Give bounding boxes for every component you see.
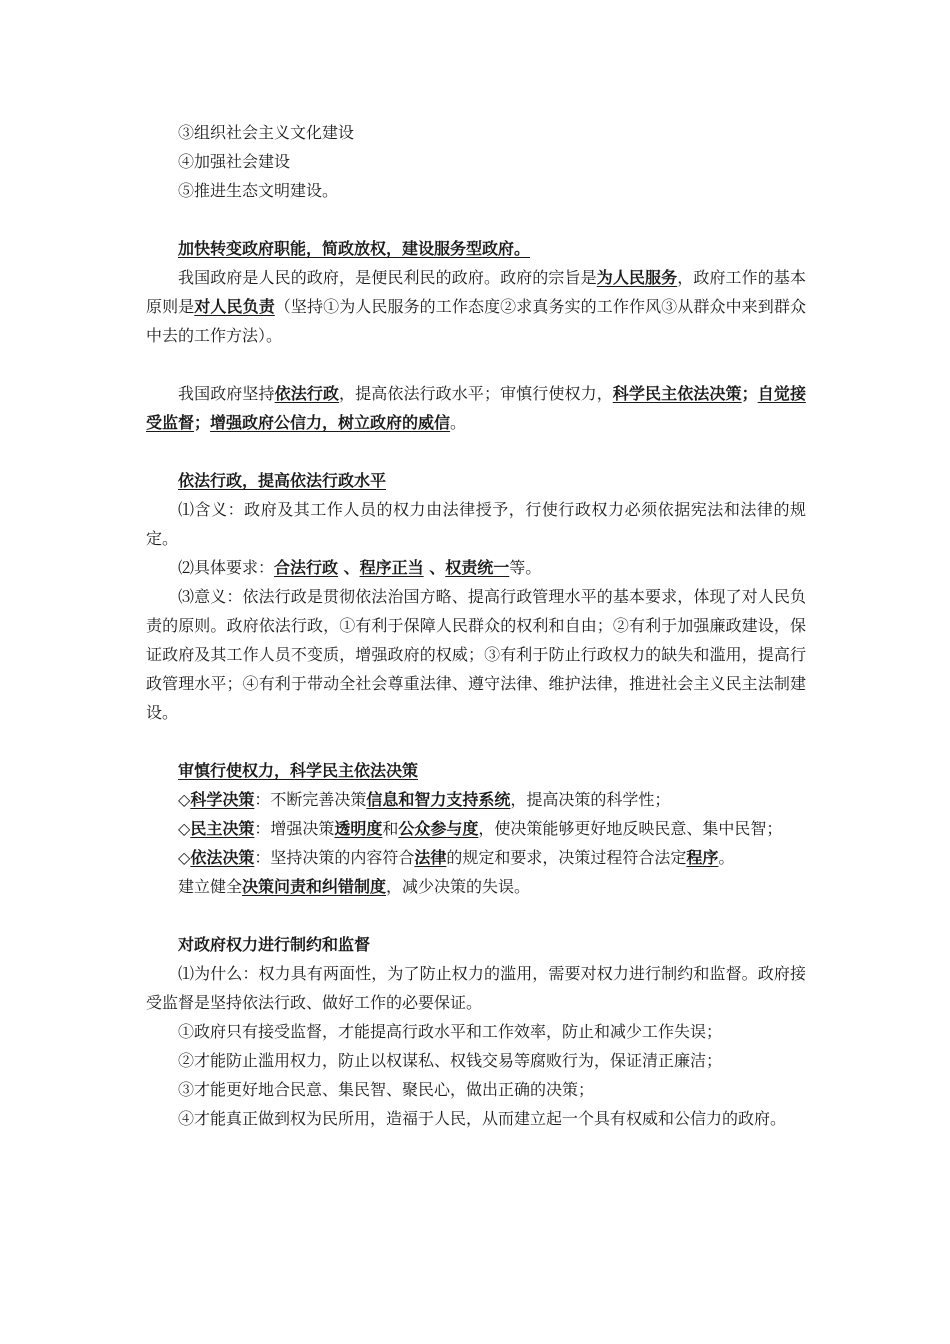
- paragraph: ◇科学决策：不断完善决策信息和智力支持系统，提高决策的科学性；: [178, 790, 671, 809]
- keyword: 决策问责和纠错制度: [242, 877, 387, 896]
- paragraph: 我国政府是人民的政府，是便民利民的政府。政府的宗旨是为人民服务，政府工作的基本原则是对人民负责（坚持①为人民服务的工作态度②求真务实的工作作风③从群众中来到群众中去的工作方法）。: [146, 268, 806, 345]
- keyword: 对人民负责: [194, 297, 275, 316]
- paragraph: ◇民主决策：增强决策透明度和公众参与度，使决策能够更好地反映民意、集中民智；: [178, 819, 783, 838]
- paragraph: ⑵具体要求：合法行政 、程序正当 、权责统一等。: [178, 558, 542, 577]
- paragraph: ⑴为什么：权力具有两面性，为了防止权力的滥用，需要对权力进行制约和监督。政府接受监督是坚持依法行政、做好工作的必要保证。: [146, 964, 806, 1012]
- keyword: 信息和智力支持系统: [366, 790, 511, 809]
- keyword: 科学民主依法决策: [612, 384, 742, 403]
- list-item: ②才能防止滥用权力，防止以权谋私、权钱交易等腐败行为，保证清正廉洁；: [178, 1051, 723, 1070]
- list-item: ④才能真正做到权为民所用，造福于人民，从而建立起一个具有权威和公信力的政府。: [178, 1109, 787, 1128]
- keyword: 权责统一: [445, 558, 510, 577]
- section-heading: 加快转变政府职能，简政放权，建设服务型政府。: [178, 239, 531, 258]
- list-item: ③才能更好地合民意、集民智、聚民心，做出正确的决策；: [178, 1080, 595, 1099]
- keyword: 程序正当: [359, 558, 424, 577]
- list-item: ⑤推进生态文明建设。: [178, 181, 339, 200]
- keyword: 透明度: [334, 819, 383, 838]
- paragraph: ◇依法决策：坚持决策的内容符合法律的规定和要求，决策过程符合法定程序。: [178, 848, 735, 867]
- paragraph: 我国政府坚持依法行政，提高依法行政水平；审慎行使权力，科学民主依法决策；自觉接受监督；增强政府公信力，树立政府的威信。: [146, 384, 806, 432]
- keyword: 为人民服务: [596, 268, 678, 287]
- keyword: 公众参与度: [398, 819, 479, 838]
- keyword: 科学决策: [190, 790, 255, 809]
- list-item: ④加强社会建设: [178, 152, 291, 171]
- section-heading: 对政府权力进行制约和监督: [178, 935, 371, 954]
- keyword: 增强政府公信力，树立政府的威信: [210, 413, 451, 432]
- section-heading: 审慎行使权力，科学民主依法决策: [178, 761, 419, 780]
- paragraph: 建立健全决策问责和纠错制度，减少决策的失误。: [178, 877, 531, 896]
- section-heading: 依法行政，提高依法行政水平: [178, 471, 387, 490]
- keyword: 依法决策: [190, 848, 255, 867]
- keyword: 法律: [414, 848, 447, 867]
- keyword: 合法行政: [274, 558, 339, 577]
- paragraph: ⑴含义：政府及其工作人员的权力由法律授予，行使行政权力必须依据宪法和法律的规定。: [146, 500, 806, 548]
- list-item: ①政府只有接受监督，才能提高行政水平和工作效率，防止和减少工作失误；: [178, 1022, 723, 1041]
- keyword: 程序: [686, 848, 719, 867]
- paragraph: ⑶意义：依法行政是贯彻依法治国方略、提高行政管理水平的基本要求，体现了对人民负责的原则。政府依法行政，①有利于保障人民群众的权利和自由；②有利于加强廉政建设，保证政府及其工作人员不变质，增强政府的权威；③有利于防止行政权力的缺失和滥用，提高行政管理水平；④有利于带动全社会尊重法律、遵守法律、维护法律，推进社会主义民主法制建设。: [146, 587, 806, 722]
- keyword: 依法行政: [274, 384, 340, 403]
- list-item: ③组织社会主义文化建设: [178, 123, 355, 142]
- keyword: 自觉接受监督: [146, 384, 806, 432]
- document-page: [146, 118, 806, 1133]
- keyword: 民主决策: [190, 819, 255, 838]
